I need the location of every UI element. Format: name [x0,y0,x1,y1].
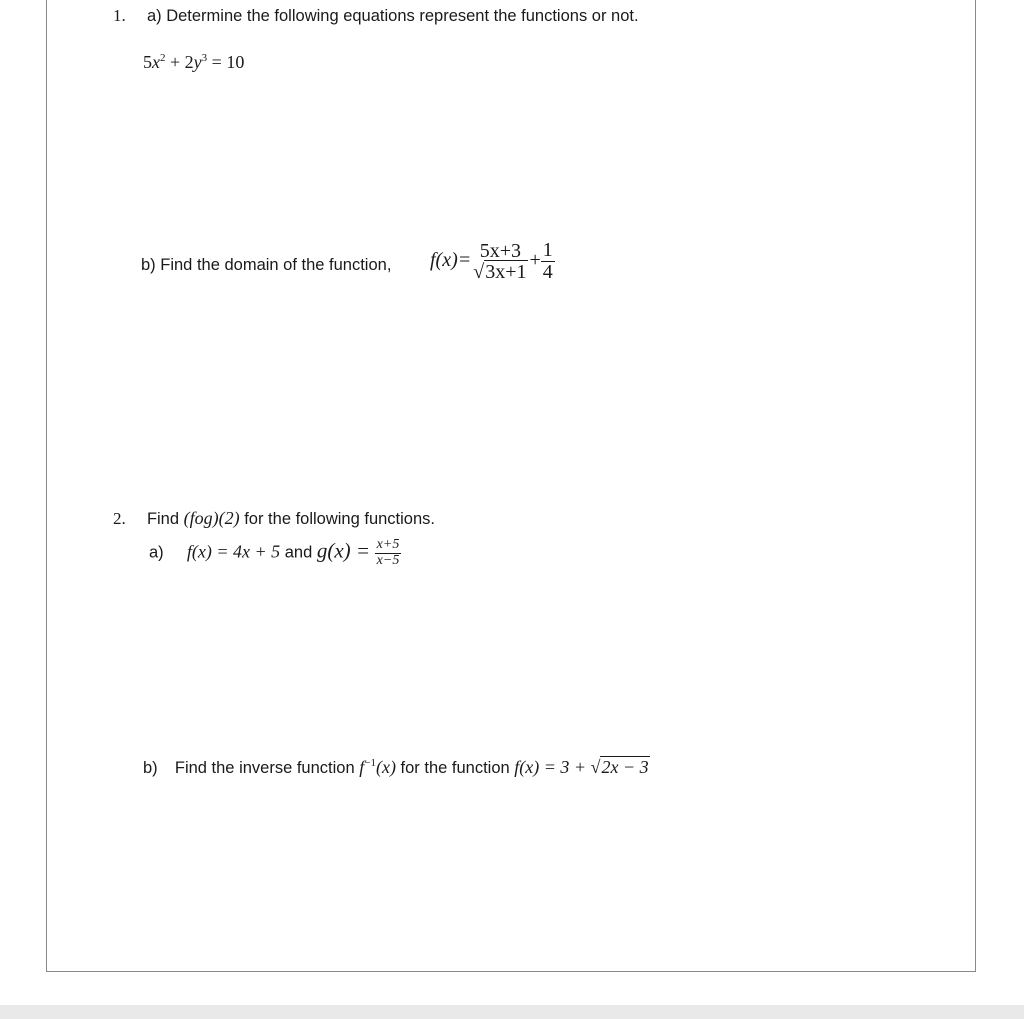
fraction-1: 5x+3 √3x+1 [473,239,527,283]
question-2b-line: b) Find the inverse function $f^{-1}(x)$ for the function f(x) = 3 + √2x − 3 [143,757,649,777]
question-1b-label-text: b) Find the domain of the function, [141,256,392,274]
question-1a-label: a) [146,7,162,25]
g-fraction: $\frac{x+5}{x-5}$ [376,537,400,568]
question-1-line [113,6,639,26]
composition: (fog)(2) [183,508,240,528]
question-2a-label: a) [149,543,164,562]
question-1-number: 1. [113,6,126,25]
question-2a-line: a) f(x) = 4x + 5 and g(x) = $\frac{x+5}{x-5}$ [149,537,400,568]
question-2b-label: b) [143,759,158,777]
function-label: f(x)= [430,249,472,272]
question-2-number: 2. [113,509,126,528]
domain-function: f(x)= 5x+3 √3x+1 + $\frac{1}{4}$ [430,239,553,283]
g-lhs: g(x) = [316,538,371,563]
bottom-band [0,1005,1024,1019]
question-1a-text: Determine the following equations represent the functions or not. [166,7,639,25]
f-definition: f(x) = 4x + 5 [186,541,281,562]
function-expression: f(x) = 3 + √2x − 3 [514,757,649,777]
inverse-function: $f^{-1}(x)$ [359,757,396,777]
equation-1a: $5x^2 + 2y^3 = 10$ [143,52,245,72]
question-2-line: 2. Find (fog)(2) for the following functions. [113,508,435,528]
fraction-2: $\frac{1}{4}$ [542,239,553,283]
document-page [46,0,976,972]
